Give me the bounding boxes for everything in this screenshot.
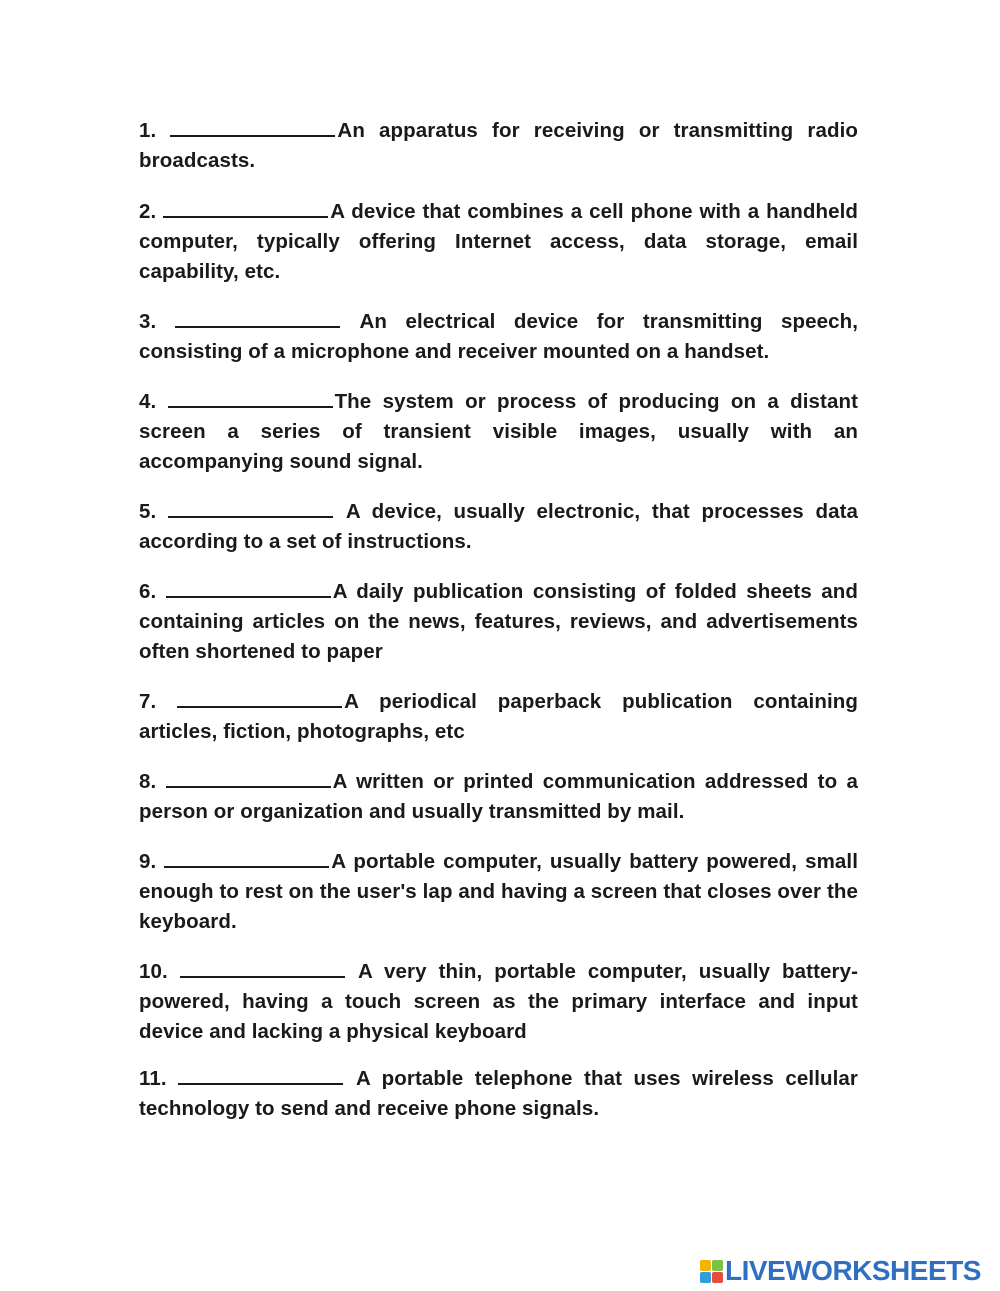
question-number: 5. [139, 500, 157, 523]
question-text: A portable computer, usually battery powered, small enough to rest on the user's lap and having a screen that closes over the keyboard. [139, 850, 859, 933]
liveworksheets-mark-icon [700, 1260, 723, 1283]
question-number: 11. [139, 1067, 167, 1090]
answer-blank-11[interactable] [178, 1061, 343, 1085]
question-text: The system or process of producing on a distant screen a series of transient visible images, usually with an accompanying sound signal. [139, 390, 858, 473]
question-text: An electrical device for transmitting speech, consisting of a microphone and receiver mounted on a handset. [139, 310, 859, 363]
question-6 [139, 574, 858, 667]
question-number: 1. [139, 119, 157, 142]
question-text: A daily publication consisting of folded sheets and containing articles on the news, features, reviews, and advertisements often shortened to paper [139, 580, 858, 663]
answer-blank-5[interactable] [168, 494, 333, 518]
answer-blank-7[interactable] [177, 684, 342, 708]
question-number: 3. [139, 310, 157, 333]
question-number: 9. [139, 850, 157, 873]
answer-blank-8[interactable] [166, 764, 331, 788]
question-10 [139, 954, 858, 1047]
question-text: A device, usually electronic, that processes data according to a set of instructions. [139, 500, 859, 553]
question-7 [139, 684, 858, 747]
question-text: A very thin, portable computer, usually battery-powered, having a touch screen as the primary interface and input device and lacking a physical keyboard [139, 960, 858, 1043]
question-11 [139, 1061, 858, 1124]
question-2 [139, 194, 858, 287]
answer-blank-10[interactable] [180, 954, 345, 978]
question-5 [139, 494, 858, 557]
question-number: 7. [139, 690, 157, 713]
question-1 [139, 113, 858, 176]
question-number: 2. [139, 200, 157, 223]
question-4 [139, 384, 858, 477]
question-8 [139, 764, 858, 827]
answer-blank-3[interactable] [175, 304, 340, 328]
question-text: A periodical paperback publication containing articles, fiction, photographs, etc [139, 690, 858, 743]
answer-blank-4[interactable] [168, 384, 333, 408]
answer-blank-6[interactable] [166, 574, 331, 598]
answer-blank-9[interactable] [164, 844, 329, 868]
question-text: A portable telephone that uses wireless cellular technology to send and receive phone signals. [139, 1067, 859, 1120]
question-number: 6. [139, 580, 157, 603]
question-text: A device that combines a cell phone with a handheld computer, typically offering Internet access, data storage, email capability, etc. [139, 200, 858, 283]
question-number: 8. [139, 770, 157, 793]
question-3 [139, 304, 858, 367]
question-text: An apparatus for receiving or transmitting radio broadcasts. [139, 119, 859, 172]
question-number: 10. [139, 960, 168, 983]
question-number: 4. [139, 390, 157, 413]
logo-text: LIVEWORKSHEETS [725, 1255, 981, 1286]
answer-blank-2[interactable] [163, 194, 328, 218]
question-text: A written or printed communication addressed to a person or organization and usually transmitted by mail. [139, 770, 859, 823]
answer-blank-1[interactable] [170, 113, 335, 137]
question-9 [139, 844, 858, 937]
liveworksheets-logo[interactable] [700, 1256, 981, 1286]
